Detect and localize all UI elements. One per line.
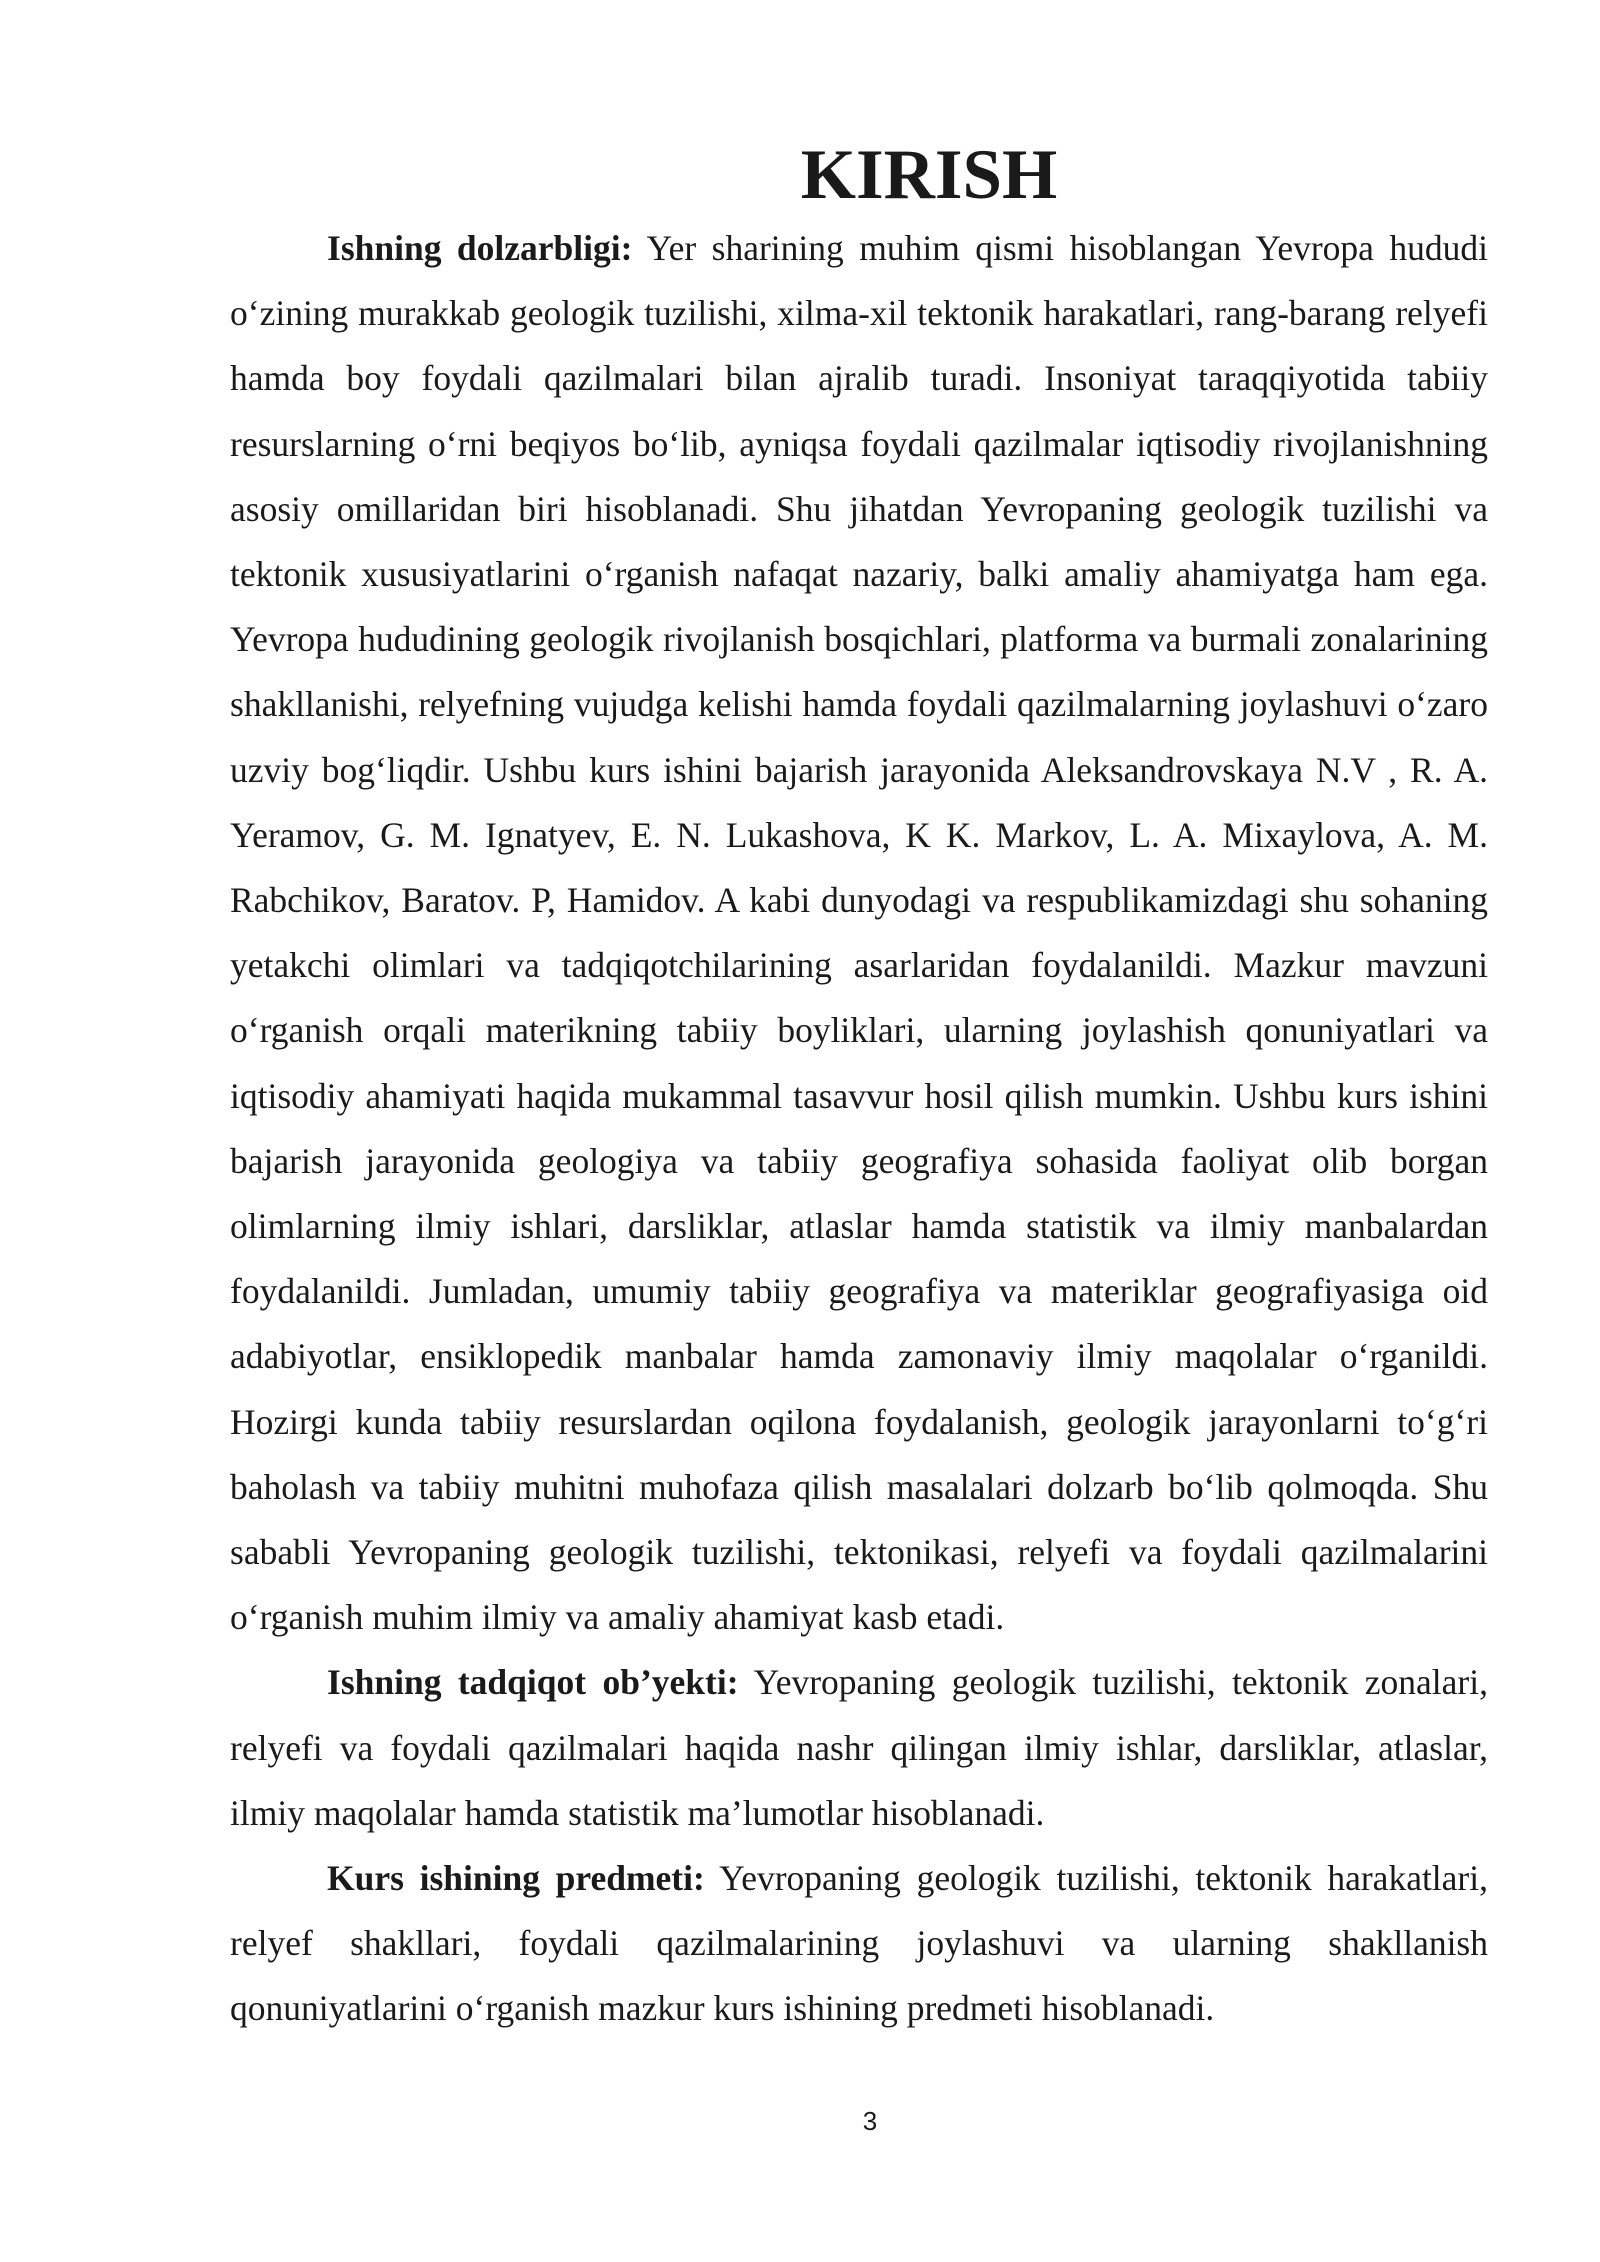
section-heading: KIRISH: [800, 136, 1058, 214]
page-content: [230, 136, 1488, 2042]
paragraph-lead: Ishning dolzarbligi:: [327, 228, 633, 268]
paragraph-text: Yevropaning geologik tuzilishi, tektonik harakatlari, relyef shakllari, foydali qazilmalarining joylashuvi va ularning shakllanish qonuniyatlarini o‘rganish mazkur kurs ishining predmeti hisoblanadi.: [230, 1858, 1488, 2029]
paragraph-lead: Kurs ishining predmeti:: [327, 1858, 705, 1899]
paragraph-lead: Ishning tadqiqot ob’yekti:: [327, 1662, 739, 1703]
paragraph-research-object: [230, 1650, 1488, 1846]
paragraph-subject: [230, 1846, 1488, 2042]
paragraph-text: Yer sharining muhim qismi hisoblangan Yevropa hududi o‘zining murakkab geologik tuzilishi, xilma-xil tektonik harakatlari, rang-barang relyefi hamda boy foydali qazilmalari bilan ajralib turadi. Insoniyat taraqqiyotida tabiiy resurslarning o‘rni beqiyos bo‘lib, ayniqsa foydali qazilmalar iqtisodiy rivojlanishning asosiy omillaridan biri hisoblanadi. Shu jihatdan Yevropaning geologik tuzilishi va tektonik xususiyatlarini o‘rganish nafaqat nazariy, balki amaliy ahamiyatga ham ega. Yevropa hududining geologik rivojlanish bosqichlari, platforma va burmali zonalarining shakllanishi, relyefning vujudga kelishi hamda foydali qazilmalarning joylashuvi o‘zaro uzviy bog‘liqdir. Ushbu kurs ishini bajarish jarayonida Aleksandrovskaya N.V , R. A. Yeramov, G. M. Ignatyev, E. N. Lukashova, K K. Markov, L. A. Mixaylova, A. M. Rabchikov, Baratov. P, Hamidov. A kabi dunyodagi va respublikamizdagi shu sohaning yetakchi olimlari va tadqiqotchilarining asarlaridan foydalanildi. Mazkur mavzuni o‘rganish orqali materikning tabiiy boyliklari, ularning joylashish qonuniyatlari va iqtisodiy ahamiyati haqida mukammal tasavvur hosil qilish mumkin. Ushbu kurs ishini bajarish jarayonida geologiya va tabiiy geografiya sohasida faoliyat olib borgan olimlarning ilmiy ishlari, darsliklar, atlaslar hamda statistik va ilmiy manbalardan foydalanildi. Jumladan, umumiy tabiiy geografiya va materiklar geografiyasiga oid adabiyotlar, ensiklopedik manbalar hamda zamonaviy ilmiy maqolalar o‘rganildi. Hozirgi kunda tabiiy resurslardan oqilona foydalanish, geologik jarayonlarni to‘g‘ri baholash va tabiiy muhitni muhofaza qilish masalalari dolzarb bo‘lib qolmoqda. Shu sababli Yevropaning geologik tuzilishi, tektonikasi, relyefi va foydali qazilmalarini o‘rganish muhim ilmiy va amaliy ahamiyat kasb etadi.: [230, 228, 1488, 1638]
paragraph-text: Yevropaning geologik tuzilishi, tektonik zonalari, relyefi va foydali qazilmalari haqida nashr qilingan ilmiy ishlar, darsliklar, atlaslar, ilmiy maqolalar hamda statistik ma’lumotlar hisoblanadi.: [230, 1662, 1488, 1833]
paragraph-relevance: [230, 216, 1488, 1650]
page-number: 3: [862, 2106, 878, 2136]
